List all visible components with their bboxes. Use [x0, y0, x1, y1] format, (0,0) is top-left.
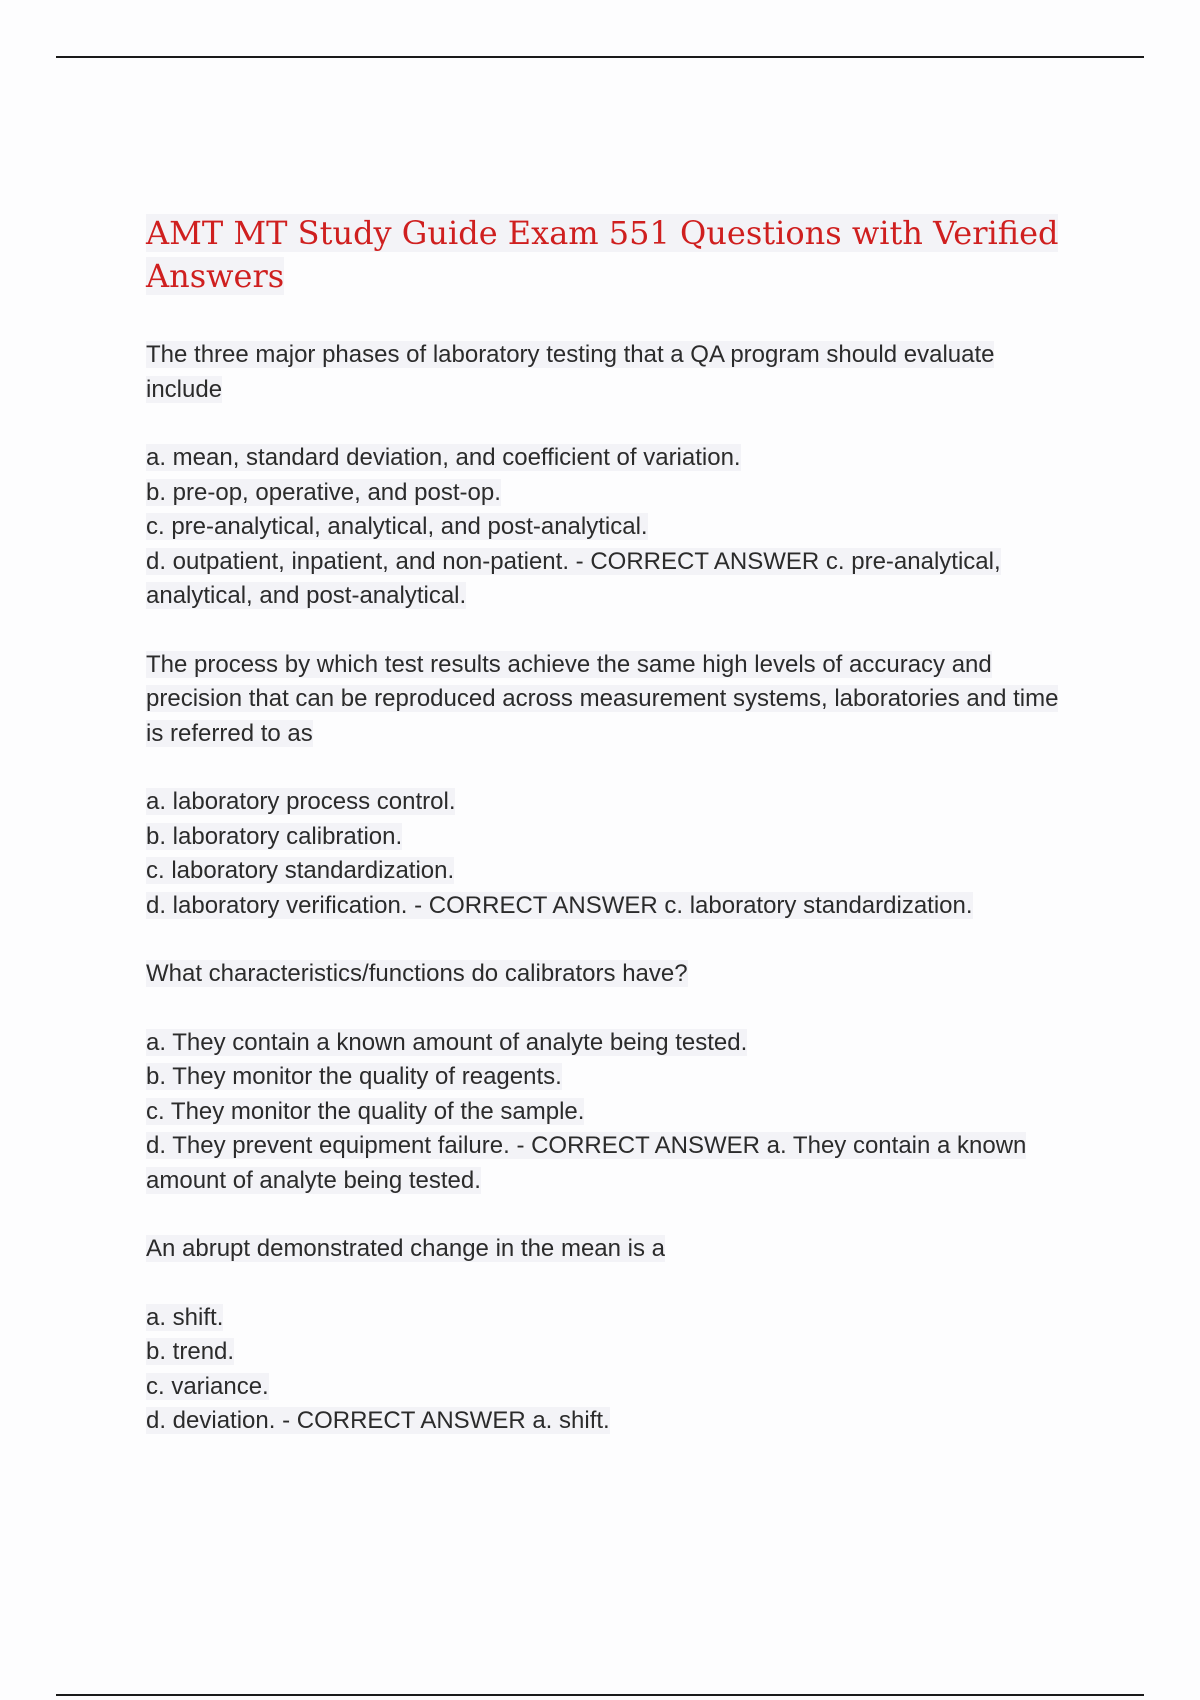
question-prompt: An abrupt demonstrated change in the mean is a: [146, 1235, 665, 1262]
question-prompt: The process by which test results achieve the same high levels of accuracy and precision that can be reproduced across measurement systems, laboratories and time is referred to as: [146, 650, 1059, 747]
answer-option-with-correct-answer: d. laboratory verification. - CORRECT ANSWER c. laboratory standardization.: [146, 891, 973, 919]
question-block: [146, 338, 1076, 614]
answer-option: c. laboratory standardization.: [146, 857, 455, 884]
answer-option-with-correct-answer: d. deviation. - CORRECT ANSWER a. shift.: [146, 1407, 610, 1434]
question-prompt: The three major phases of laboratory testing that a QA program should evaluate include: [146, 341, 995, 403]
header-rule: [56, 56, 1144, 58]
question-block: [146, 1232, 1076, 1439]
answer-option: a. shift.: [146, 1303, 224, 1331]
answer-option-with-correct-answer: d. They prevent equipment failure. - CORRECT ANSWER a. They contain a known amount of analyte being tested.: [146, 1132, 1027, 1194]
question-block: [146, 648, 1076, 924]
answer-option: a. They contain a known amount of analyte being tested.: [146, 1028, 748, 1056]
answer-option: c. variance.: [146, 1372, 269, 1400]
answer-option: b. They monitor the quality of reagents.: [146, 1063, 562, 1090]
answer-option: c. pre-analytical, analytical, and post-analytical.: [146, 513, 648, 540]
answer-option-with-correct-answer: d. outpatient, inpatient, and non-patient. - CORRECT ANSWER c. pre-analytical, analytical, and post-analytical.: [146, 547, 1001, 609]
document-title: AMT MT Study Guide Exam 551 Questions with Verified Answers: [146, 214, 1059, 295]
answer-option: b. pre-op, operative, and post-op.: [146, 478, 501, 506]
answer-option: a. laboratory process control.: [146, 788, 456, 815]
question-block: [146, 957, 1076, 1198]
answer-option: b. laboratory calibration.: [146, 822, 403, 850]
answer-option: a. mean, standard deviation, and coefficient of variation.: [146, 444, 741, 471]
question-prompt: What characteristics/functions do calibrators have?: [146, 960, 688, 987]
answer-option: c. They monitor the quality of the sample.: [146, 1097, 585, 1125]
footer-rule: [56, 1694, 1144, 1696]
answer-option: b. trend.: [146, 1338, 235, 1365]
document-body: [146, 212, 1076, 1473]
